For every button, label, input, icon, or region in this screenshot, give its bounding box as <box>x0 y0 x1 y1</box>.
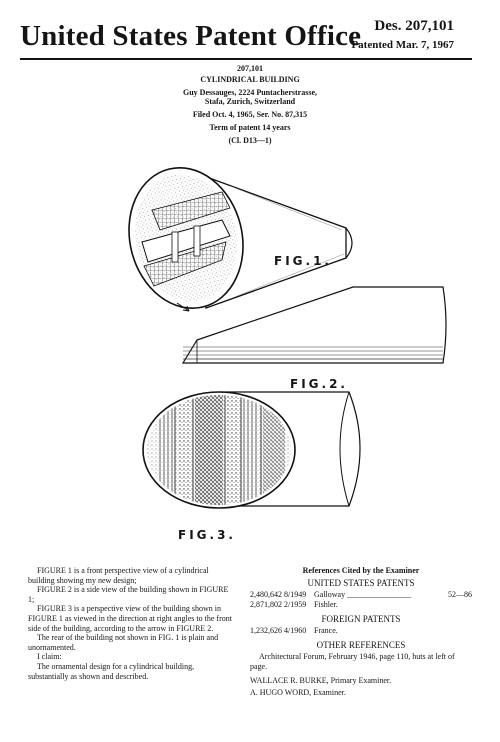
patent-number-cell: 2,871,802 <box>250 600 282 609</box>
patent-date-cell: 4/1960 <box>284 626 307 635</box>
patent-name-cell: Fishler. <box>314 600 338 609</box>
claim-heading: I claim: <box>37 652 62 662</box>
header-rule <box>20 58 472 60</box>
patented-date: Patented Mar. 7, 1967 <box>351 39 454 51</box>
figure-3-drawing <box>135 388 380 518</box>
patent-number-cell: 1,232,626 <box>250 626 282 635</box>
other-references-heading: OTHER REFERENCES <box>316 640 406 650</box>
patent-class-cell: 52—86 <box>448 590 472 599</box>
description-paragraph-2: FIGURE 2 is a side view of the building shown in FIGURE 1; <box>28 585 229 604</box>
filed-line: Filed Oct. 4, 1965, Ser. No. 87,315 <box>192 110 308 119</box>
classification-line: (Cl. D13—1) <box>228 136 272 145</box>
us-patents-heading: UNITED STATES PATENTS <box>307 578 415 588</box>
foreign-patents-heading: FOREIGN PATENTS <box>321 614 401 624</box>
figure-2-drawing <box>175 285 475 370</box>
patent-class-cell <box>436 626 472 636</box>
patent-date-cell: 2/1959 <box>284 600 307 609</box>
us-patent-row <box>250 590 472 600</box>
primary-examiner: WALLACE R. BURKE, Primary Examiner. <box>250 676 392 685</box>
patent-date-cell: 8/1949 <box>284 590 307 599</box>
patent-name-cell: France. <box>314 626 338 635</box>
inventor-line-2: Stafa, Zurich, Switzerland <box>204 97 296 106</box>
patent-office-title: United States Patent Office <box>20 20 362 52</box>
patent-title: CYLINDRICAL BUILDING <box>200 75 300 84</box>
design-number: Des. 207,101 <box>374 18 454 34</box>
figure-3-label: FIG.3. <box>178 528 236 542</box>
examiner: A. HUGO WORD, Examiner. <box>250 688 346 697</box>
claim-text: The ornamental design for a cylindrical building, substantially as shown and described. <box>28 661 195 681</box>
patent-class-cell <box>436 600 472 610</box>
us-patent-row <box>250 600 472 610</box>
patent-number-cell: 2,480,642 <box>250 590 282 599</box>
description-paragraph-3: FIGURE 3 is a perspective view of the building shown in FIGURE 1 as viewed in the direction at right angles to the front side of the building, according to the arrow in FIGURE 2. <box>28 604 232 633</box>
description-column <box>28 566 236 681</box>
patent-number: 207,101 <box>237 64 263 73</box>
figure-1-label: FIG.1. <box>274 254 332 268</box>
foreign-patent-row <box>250 626 472 636</box>
term-line: Term of patent 14 years <box>209 123 291 132</box>
inventor-line-1: Guy Dessauges, 2224 Puntacherstrasse, <box>183 88 317 97</box>
description-paragraph-4: The rear of the building not shown in FIG. 1 is plain and unornamented. <box>28 633 219 652</box>
references-column <box>250 566 472 698</box>
other-reference-text: Architectural Forum, February 1946, page 110, huts at left of page. <box>250 652 455 671</box>
description-paragraph-1: FIGURE 1 is a front perspective view of a cylindrical building showing my new design; <box>28 566 209 585</box>
references-heading: References Cited by the Examiner <box>302 566 420 575</box>
patent-name-cell: Galloway ________________ <box>314 590 412 599</box>
figure-2-label: FIG.2. <box>290 377 348 391</box>
